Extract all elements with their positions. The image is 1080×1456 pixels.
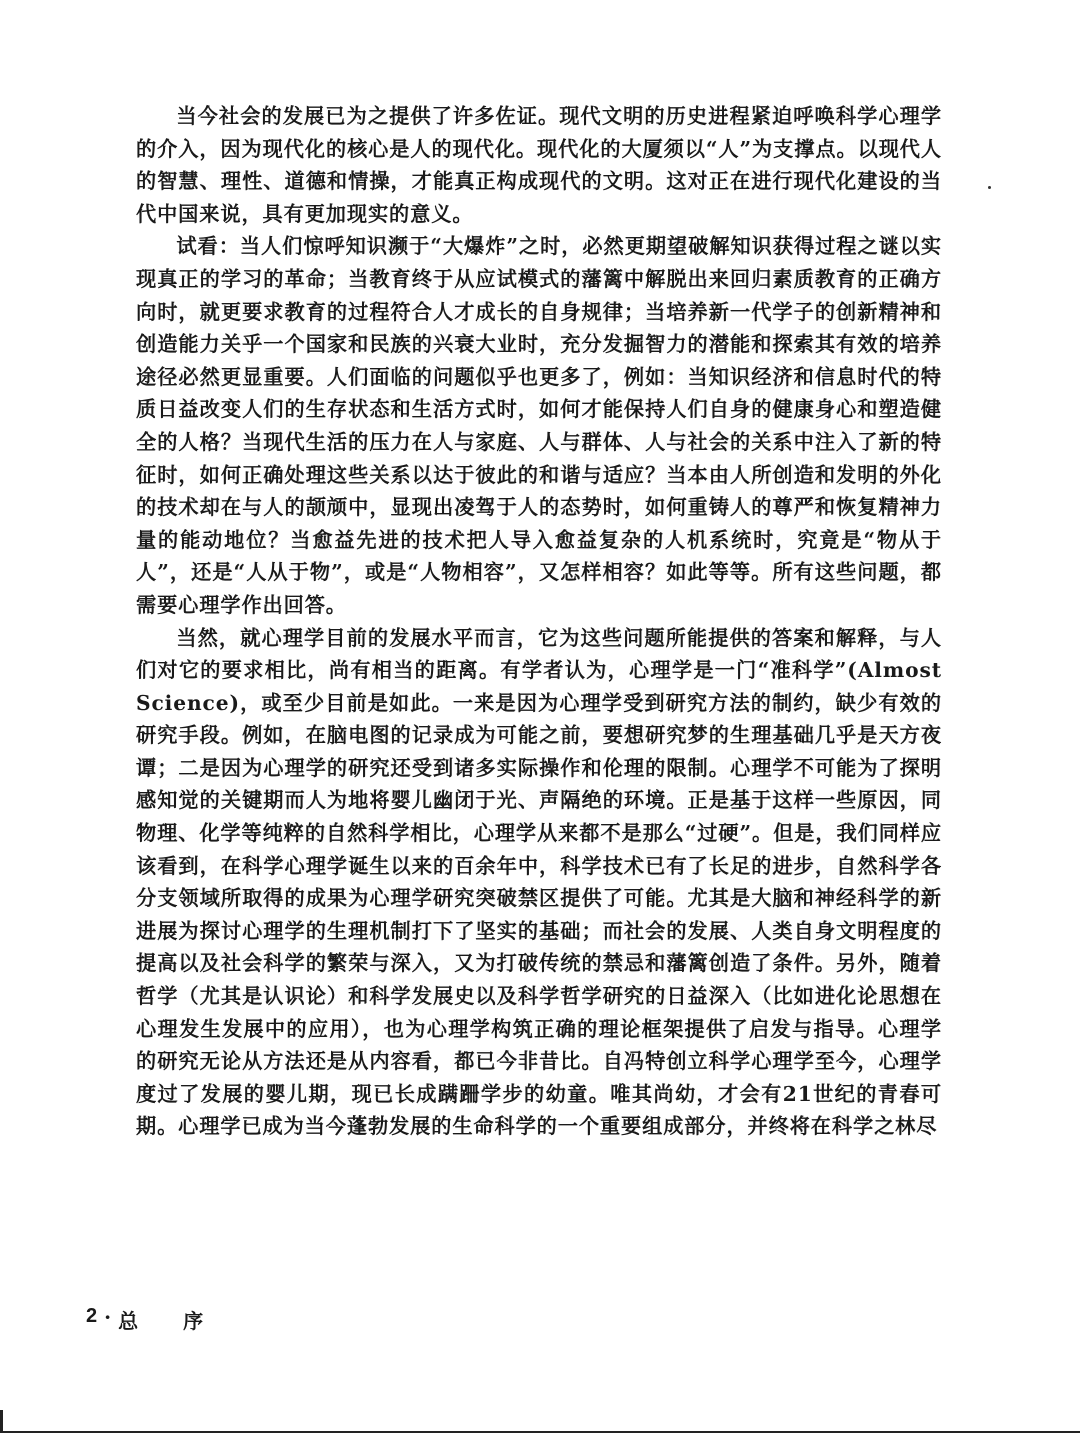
bottom-rule <box>0 1431 1080 1433</box>
body-text <box>136 100 942 1143</box>
page-footer <box>86 1305 204 1334</box>
footer-title-part-1: 总 <box>118 1309 140 1333</box>
scan-edge-mark <box>0 1410 3 1432</box>
footer-title-part-2: 序 <box>183 1309 205 1333</box>
paragraph-3: 当然，就心理学目前的发展水平而言，它为这些问题所能提供的答案和解释，与人们对它的要求相比，尚有相当的距离。有学者认为，心理学是一门“准科学”(Almost Science)，或至少目前是如此。一来是因为心理学受到研究方法的制约，缺少有效的研究手段。例如，在脑电图的记录成为可能之前，要想研究梦的生理基础几乎是天方夜谭；二是因为心理学的研究还受到诸多实际操作和伦理的限制。心理学不可能为了探明感知觉的关键期而人为地将婴儿幽闭于光、声隔绝的环境。正是基于这样一些原因，同物理、化学等纯粹的自然科学相比，心理学从来都不是那么“过硬”。但是，我们同样应该看到，在科学心理学诞生以来的百余年中，科学技术已有了长足的进步，自然科学各分支领域所取得的成果为心理学研究突破禁区提供了可能。尤其是大脑和神经科学的新进展为探讨心理学的生理机制打下了坚实的基础；而社会的发展、人类自身文明程度的提高以及社会科学的繁荣与深入，又为打破传统的禁忌和藩篱创造了条件。另外，随着哲学（尤其是认识论）和科学发展史以及科学哲学研究的日益深入（比如进化论思想在心理发生发展中的应用），也为心理学构筑正确的理论框架提供了启发与指导。心理学的研究无论从方法还是从内容看，都已今非昔比。自冯特创立科学心理学至今，心理学度过了发展的婴儿期，现已长成蹒跚学步的幼童。唯其尚幼，才会有21世纪的青春可期。心理学已成为当今蓬勃发展的生命科学的一个重要组成部分，并终将在科学之林尽 <box>136 625 942 1139</box>
scan-speck <box>988 186 991 189</box>
paragraph-1: 当今社会的发展已为之提供了许多佐证。现代文明的历史进程紧迫呼唤科学心理学的介入，因为现代化的核心是人的现代化。现代化的大厦须以“人”为支撑点。以现代人的智慧、理性、道德和情操，才能真正构成现代的文明。这对正在进行现代化建设的当代中国来说，具有更加现实的意义。 <box>136 104 942 226</box>
page-number: 2 <box>86 1305 99 1327</box>
paragraph-2: 试看：当人们惊呼知识濒于“大爆炸”之时，必然更期望破解知识获得过程之谜以实现真正的学习的革命；当教育终于从应试模式的藩篱中解脱出来回归素质教育的正确方向时，就更要求教育的过程符合人才成长的自身规律；当培养新一代学子的创新精神和创造能力关乎一个国家和民族的兴衰大业时，充分发掘智力的潜能和探索其有效的培养途径必然更显重要。人们面临的问题似乎也更多了，例如：当知识经济和信息时代的特质日益改变人们的生存状态和生活方式时，如何才能保持人们自身的健康身心和塑造健全的人格？当现代生活的压力在人与家庭、人与群体、人与社会的关系中注入了新的特征时，如何正确处理这些关系以达于彼此的和谐与适应？当本由人所创造和发明的外化的技术却在与人的颉颃中，显现出凌驾于人的态势时，如何重铸人的尊严和恢复精神力量的能动地位？当愈益先进的技术把人导入愈益复杂的人机系统时，究竟是“物从于人”，还是“人从于物”，或是“人物相容”，又怎样相容？如此等等。所有这些问题，都需要心理学作出回答。 <box>136 234 942 617</box>
footer-separator: · <box>104 1305 113 1329</box>
